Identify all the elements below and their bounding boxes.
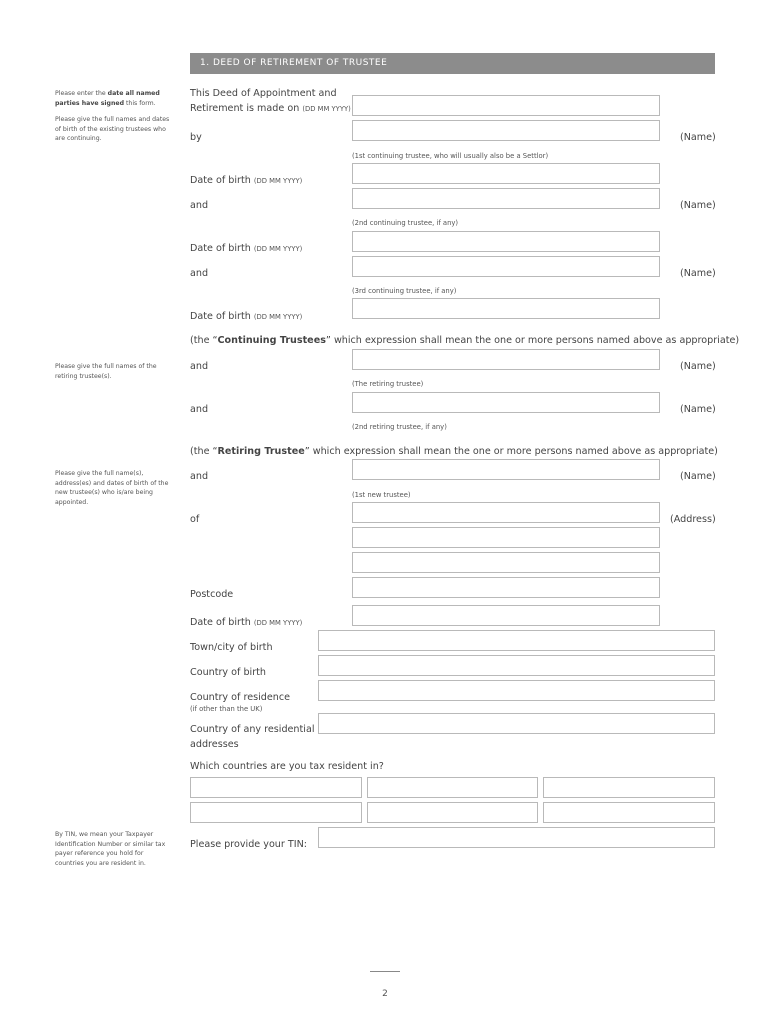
tax-country-3-input[interactable] bbox=[543, 777, 715, 798]
expression-bold: Retiring Trustee bbox=[217, 446, 305, 457]
tax-country-1-input[interactable] bbox=[190, 777, 362, 798]
dob-label bbox=[190, 175, 302, 186]
side-note-new-trustee: Please give the full name(s), address(es) and dates of birth of the new trustee(s) who is/are being appointed. bbox=[55, 470, 169, 506]
town-city-birth-label: Town/city of birth bbox=[190, 642, 273, 653]
country-birth-input[interactable] bbox=[318, 655, 715, 676]
tax-resident-question: Which countries are you tax resident in? bbox=[190, 761, 384, 772]
and-label: and bbox=[190, 268, 209, 279]
tin-question: Please provide your TIN: bbox=[190, 839, 307, 850]
country-residence-input[interactable] bbox=[318, 680, 715, 701]
and-label: and bbox=[190, 404, 209, 415]
dob-label-text: Date of birth bbox=[190, 175, 251, 186]
expression-text: ” which expression shall mean the one or more persons named above as appropriate) bbox=[325, 335, 740, 346]
second-continuing-trustee-dob-input[interactable] bbox=[352, 231, 660, 252]
page-number: 2 bbox=[382, 989, 388, 999]
side-note-bold: date all named parties have signed bbox=[55, 90, 160, 107]
tax-country-2-input[interactable] bbox=[367, 777, 538, 798]
retiring-trustee-name-input[interactable] bbox=[352, 349, 660, 370]
name-tag: (Name) bbox=[680, 268, 716, 279]
country-birth-label: Country of birth bbox=[190, 667, 267, 678]
deed-date-input[interactable] bbox=[352, 95, 660, 116]
retiring-trustee-definition bbox=[190, 446, 718, 457]
retiring-trustee-hint: (The retiring trustee) bbox=[352, 380, 424, 388]
second-continuing-trustee-name-input[interactable] bbox=[352, 188, 660, 209]
postcode-label: Postcode bbox=[190, 589, 234, 600]
address-line-1-input[interactable] bbox=[352, 502, 660, 523]
dob-label-text: Date of birth bbox=[190, 617, 251, 628]
country-res-addresses-label-1: Country of any residential bbox=[190, 724, 315, 735]
town-city-birth-input[interactable] bbox=[318, 630, 715, 651]
side-note-retiring: Please give the full names of the retiring trustee(s). bbox=[55, 363, 157, 380]
expression-bold: Continuing Trustees bbox=[217, 335, 326, 346]
dob-label bbox=[190, 311, 302, 322]
expression-text: ” which expression shall mean the one or more persons named above as appropriate) bbox=[304, 446, 718, 457]
new-trustee-dob-input[interactable] bbox=[352, 605, 660, 626]
and-label: and bbox=[190, 471, 209, 482]
side-note-text: this form. bbox=[124, 99, 156, 107]
second-retiring-trustee-name-input[interactable] bbox=[352, 392, 660, 413]
country-residence-label: Country of residence bbox=[190, 692, 291, 703]
tax-country-4-input[interactable] bbox=[190, 802, 362, 823]
section-title: 1. DEED OF RETIREMENT OF TRUSTEE bbox=[190, 53, 715, 74]
new-trustee-hint: (1st new trustee) bbox=[352, 491, 411, 499]
and-label: and bbox=[190, 361, 209, 372]
name-tag: (Name) bbox=[680, 404, 716, 415]
third-continuing-trustee-name-input[interactable] bbox=[352, 256, 660, 277]
third-continuing-trustee-dob-input[interactable] bbox=[352, 298, 660, 319]
first-continuing-trustee-hint: (1st continuing trustee, who will usually also be a Settlor) bbox=[352, 152, 549, 160]
side-note-tin: By TIN, we mean your Taxpayer Identification Number or similar tax payer reference you hold for countries you are resident in. bbox=[55, 831, 166, 867]
continuing-trustees-definition bbox=[190, 335, 739, 346]
country-residence-hint: (if other than the UK) bbox=[190, 705, 263, 713]
deed-label-line1: This Deed of Appointment and bbox=[190, 88, 337, 99]
name-tag: (Name) bbox=[680, 471, 716, 482]
and-label: and bbox=[190, 200, 209, 211]
first-continuing-trustee-name-input[interactable] bbox=[352, 120, 660, 141]
dob-label-text: Date of birth bbox=[190, 243, 251, 254]
date-format-hint: (DD MM YYYY) bbox=[253, 245, 303, 253]
dob-label-text: Date of birth bbox=[190, 311, 251, 322]
tax-country-5-input[interactable] bbox=[367, 802, 538, 823]
third-continuing-trustee-hint: (3rd continuing trustee, if any) bbox=[352, 287, 457, 295]
second-retiring-trustee-hint: (2nd retiring trustee, if any) bbox=[352, 423, 447, 431]
country-res-addresses-label-2: addresses bbox=[190, 739, 239, 750]
date-format-hint: (DD MM YYYY) bbox=[253, 619, 303, 627]
address-line-2-input[interactable] bbox=[352, 527, 660, 548]
postcode-input[interactable] bbox=[352, 577, 660, 598]
by-label: by bbox=[190, 132, 202, 143]
new-trustee-name-input[interactable] bbox=[352, 459, 660, 480]
side-note-existing-trustees: Please give the full names and dates of birth of the existing trustees who are continuing. bbox=[55, 116, 170, 143]
deed-label-text: Retirement is made on bbox=[190, 103, 300, 114]
of-label: of bbox=[190, 514, 200, 525]
tax-country-6-input[interactable] bbox=[543, 802, 715, 823]
address-tag: (Address) bbox=[670, 514, 716, 525]
first-continuing-trustee-dob-input[interactable] bbox=[352, 163, 660, 184]
deed-label-line2 bbox=[190, 103, 351, 114]
page-number-rule bbox=[370, 971, 400, 972]
expression-text: (the “ bbox=[190, 446, 218, 457]
name-tag: (Name) bbox=[680, 200, 716, 211]
side-note-date-parties bbox=[55, 89, 173, 108]
name-tag: (Name) bbox=[680, 132, 716, 143]
expression-text: (the “ bbox=[190, 335, 218, 346]
dob-label bbox=[190, 617, 302, 628]
address-line-3-input[interactable] bbox=[352, 552, 660, 573]
side-note-text: Please enter the bbox=[55, 90, 108, 97]
second-continuing-trustee-hint: (2nd continuing trustee, if any) bbox=[352, 219, 459, 227]
date-format-hint: (DD MM YYYY) bbox=[253, 313, 303, 321]
tin-input[interactable] bbox=[318, 827, 715, 848]
name-tag: (Name) bbox=[680, 361, 716, 372]
dob-label bbox=[190, 243, 302, 254]
date-format-hint: (DD MM YYYY) bbox=[253, 177, 303, 185]
country-res-addresses-input[interactable] bbox=[318, 713, 715, 734]
date-format-hint: (DD MM YYYY) bbox=[302, 105, 351, 113]
